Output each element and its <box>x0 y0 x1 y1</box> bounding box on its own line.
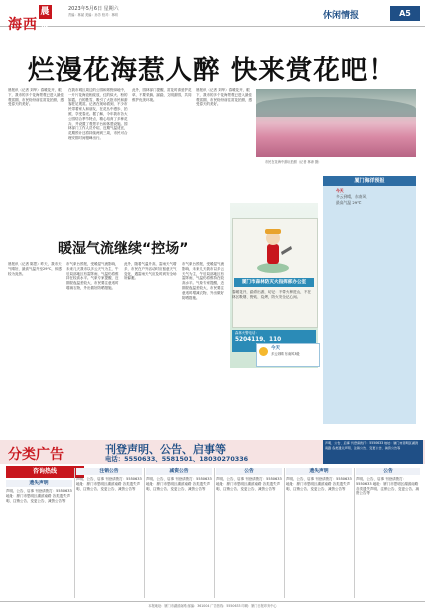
forecast-panel <box>323 186 416 424</box>
fire-ranger-illustration <box>251 222 295 276</box>
classified-col-head-4: 公告 <box>216 468 282 475</box>
ocean-forecast-title: 厦门海洋预报 <box>323 176 416 186</box>
classified-col-head-5: 遗失声明 <box>286 468 352 475</box>
column-divider <box>284 468 285 598</box>
today-detail: 多云到晴 东南风3级 <box>271 352 300 356</box>
article2-body-col3: 市气象台预报，受暖湿气流影响，未来几天我市以多云天气为主，午后局部地区有雷阵雨，气温仍将维持在较高水平。气象专家提醒，近期昼夜温差较大，市民要注意适时增减衣物，外出做好防晒措施。 <box>182 262 224 300</box>
fire-hotline-label: 森林火警电话： <box>235 331 259 335</box>
classified-col-1: 声明、公告、启事 刊登请拨打：5550633 地址：厦门市思明区湖滨南路 各类遗失声明、注销公告、变更公告、减资公告等 <box>6 489 72 503</box>
article1-body-col2: 此外，园林部门提醒，赏花时请爱护花草，不要采摘、踩踏，文明游园，共同维护优美环境。 <box>132 88 192 102</box>
article1-body-col3: 晨报讯（记者 刘华）春暖花开，眼下，我市的多个花海景观已进入最佳观赏期，市民纷纷前往赏花拍照，感受春天的美好。 <box>196 88 252 107</box>
classified-hotline-box: 咨询热线 <box>6 466 84 478</box>
fire-office-title: 厦门市森林防灭火指挥部办公室 <box>234 278 314 287</box>
section-title: 休闲情报 <box>323 11 360 21</box>
article2-body-col2: 此外，随着气温升高，雷雨天气增多，市民在户外活动时应留意天气变化，遇雷雨天气应及时到安全场所躲避。 <box>124 262 177 281</box>
flower-field-photo <box>256 89 416 157</box>
column-divider <box>74 468 75 598</box>
article2-body-col1: 市气象台预报，受暖湿气流影响，未来几天我市以多云天气为主，午后局部地区有雷阵雨，气温仍将维持在较高水平。气象专家提醒，近期昼夜温差较大，市民要注意适时增减衣物，外出做好防晒措施。 <box>66 262 119 290</box>
classified-col-5: 声明、公告、启事 刊登请拨打：5550633 地址：厦门市思明区湖滨南路 各类遗失声明、注销公告、变更公告、减资公告等 <box>286 477 352 491</box>
sun-icon <box>259 347 268 356</box>
column-divider <box>214 468 215 598</box>
classified-col-6: 声明、公告、启事 刊登请拨打：5550633 地址：厦门市思明区湖滨南路 各类遗失声明、注销公告、变更公告、减资公告等 <box>356 477 419 496</box>
notice-phone: 电话：5550633、5581501、18030270336 <box>105 455 249 463</box>
classified-col-3: 声明、公告、启事 刊登请拨打：5550633 地址：厦门市思明区湖滨南路 各类遗失声明、注销公告、变更公告、减资公告等 <box>146 477 212 491</box>
fire-safety-message: 春暖花开，踏青出游，切记：不带火种进山，不在林区吸烟、野炊、烧烤，防火安全记心间。 <box>232 290 312 300</box>
column-divider <box>354 468 355 598</box>
article1-lead <box>8 88 64 233</box>
logo-box: 晨报 <box>40 7 51 31</box>
newspaper-logo <box>8 5 64 33</box>
forecast-day: 今天 <box>336 188 344 193</box>
forecast-today <box>336 188 406 206</box>
fire-hotline-number: 5204119、110 <box>235 337 282 343</box>
article1-lead-text: 晨报讯（记者 刘华）春暖花开，眼下，我市的多个花海景观已进入最佳观赏期，市民纷纷前往赏花拍照，感受春天的美好。 <box>8 88 64 107</box>
issue-date: 2023年5月6日 星期六 <box>68 6 119 12</box>
masthead <box>0 0 425 33</box>
forecast-temp: 最高气温 29℃ <box>336 200 362 205</box>
page-footer: 本报地址：厦门市湖滨南路 邮编：361004 广告热线：5550633 印刷：厦门日报印务中心 <box>0 601 425 612</box>
forecast-line: 多云到晴，东南风 <box>336 194 367 199</box>
editor-credits: 责编：林斌 美编：孙芳 校对：林明 <box>68 13 118 17</box>
classified-col-head-1: 遗失声明 <box>6 480 72 487</box>
classified-col-head-3: 减资公告 <box>146 468 212 475</box>
logo-text: 海西 <box>8 17 38 33</box>
classified-title: 分类广告 <box>8 447 64 463</box>
dateline <box>68 6 178 18</box>
classified-col-head-2: 注销公告 <box>76 468 142 475</box>
page-number: A5 <box>390 6 420 21</box>
article1-body-col1: 在我市城区周边的公园和郊野绿地中，一片片花海竞相绽放，红的似火、粉的如霞、白的胜雪，吸引了大批市民和游客驻足观赏。记者在现场看到，不少市民带着家人和朋友，在花丛中漫步、拍照，享受春光。据了解，今年我市各大公园结合季节特点，精心培育了多种花卉，并设置了观景平台和休憩设施。园林部门工作人员介绍，近期气温适宜，花期预计还将持续两到三周，市民可合理安排时间错峰出行。 <box>68 88 128 140</box>
notice-title: 刊登声明、公告、启事等 <box>105 443 226 456</box>
headline-flower-sea: 烂漫花海惹人醉 快来赏花吧！ <box>28 55 396 86</box>
classified-col-4: 声明、公告、启事 刊登请拨打：5550633 地址：厦门市思明区湖滨南路 各类遗失声明、注销公告、变更公告、减资公告等 <box>216 477 282 491</box>
article2-lead: 晨报讯（记者 陈思）昨天，我市天气晴好，最高气温升至29℃，体感较为炎热。 <box>8 262 62 276</box>
classified-col-2: 声明、公告、启事 刊登请拨打：5550633 地址：厦门市思明区湖滨南路 各类遗失声明、注销公告、变更公告、减资公告等 <box>76 477 142 491</box>
photo-hill-shape <box>256 97 416 117</box>
classified-col-head-6: 公告 <box>356 468 420 475</box>
column-divider <box>144 468 145 598</box>
photo-caption: 市民在花海中游玩拍照（记者 林涛 摄） <box>265 160 322 164</box>
today-label: 今天 <box>271 346 280 351</box>
headline-weather: 暖湿气流继续“控场” <box>58 241 189 257</box>
notice-info-box: 声明、公告、启事 刊登请拨打：5550633 地址：厦门市思明区湖滨南路 各类遗失声明、注销公告、变更公告、减资公告等 <box>323 440 423 464</box>
